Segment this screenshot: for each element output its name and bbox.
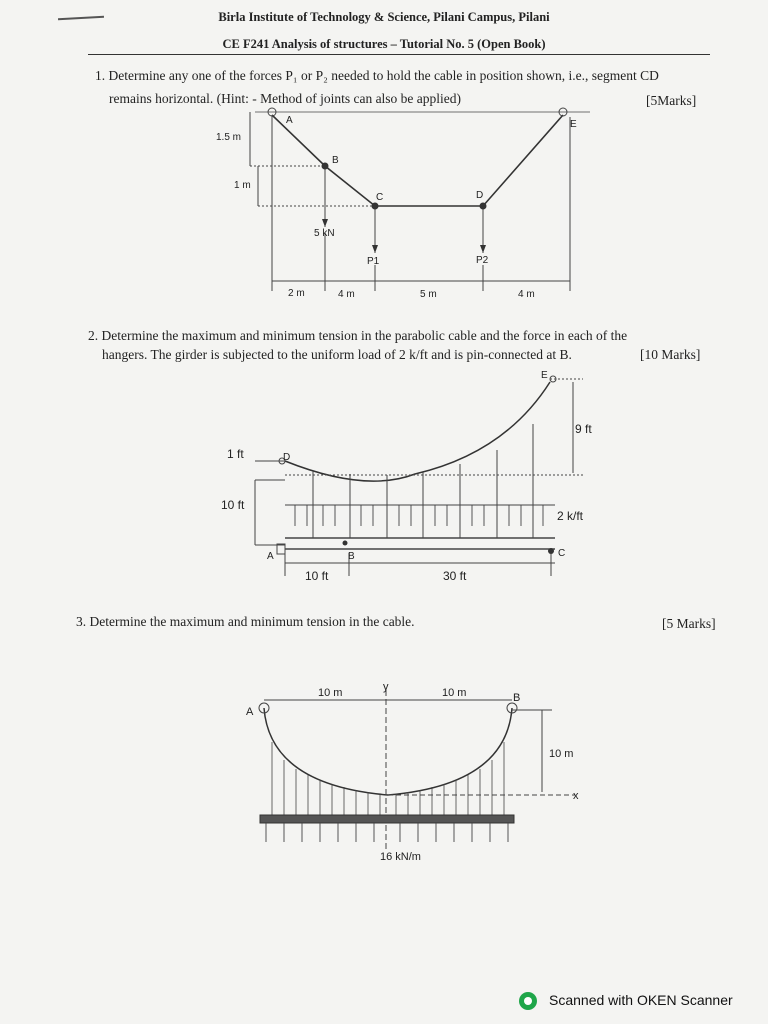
scanner-logo-icon bbox=[519, 992, 537, 1010]
q3-marks: [5 Marks] bbox=[662, 616, 716, 631]
q1-line1: Determine any one of the forces P₁ or P₂ needed to hold the cable in position shown, i.e., segment CD bbox=[108, 68, 659, 83]
q2-marks: [10 Marks] bbox=[640, 347, 701, 362]
q1-text bbox=[95, 68, 659, 84]
q3-axis-x: x bbox=[573, 790, 579, 802]
q1-load-5kn: 5 kN bbox=[314, 228, 335, 239]
q1-figure bbox=[200, 105, 590, 305]
q1-dim-d4: 4 m bbox=[518, 289, 535, 300]
q2-figure bbox=[215, 368, 615, 583]
q2-dim-10ft: 10 ft bbox=[221, 498, 245, 512]
q1-label-p2: P2 bbox=[476, 255, 489, 266]
q2-dim-30ft-span: 30 ft bbox=[443, 569, 467, 583]
course-title: CE F241 Analysis of structures – Tutorial No. 5 (Open Book) bbox=[222, 37, 546, 51]
q3-figure bbox=[240, 680, 590, 865]
q1-label-d: D bbox=[476, 190, 484, 201]
q1-label-e: E bbox=[570, 119, 577, 130]
q2-label-b: B bbox=[348, 551, 355, 562]
q3-dim-left: 10 m bbox=[318, 687, 343, 699]
q1-line2: remains horizontal. (Hint: - Method of joints can also be applied) bbox=[109, 91, 462, 106]
q1-marks: [5Marks] bbox=[646, 93, 697, 108]
q2-dim-1ft: 1 ft bbox=[227, 447, 244, 461]
q2-dim-9ft: 9 ft bbox=[575, 422, 592, 436]
q1-dim-h1: 1.5 m bbox=[216, 132, 242, 143]
q3-label-b: B bbox=[513, 692, 521, 704]
q3-label-a: A bbox=[246, 706, 254, 718]
q2-label-a: A bbox=[267, 551, 274, 562]
q2-load: 2 k/ft bbox=[557, 509, 584, 523]
q1-label-a: A bbox=[286, 115, 293, 126]
q1-label-p1: P1 bbox=[367, 256, 380, 267]
q1-dim-h2: 1 m bbox=[234, 180, 251, 191]
header-divider bbox=[88, 54, 710, 55]
scanner-watermark: Scanned with OKEN Scanner bbox=[549, 992, 733, 1008]
q1-dim-d2: 4 m bbox=[338, 289, 355, 300]
q3-dim-right: 10 m bbox=[442, 687, 467, 699]
q2-label-e: E bbox=[541, 370, 548, 381]
q2-line1: 2. Determine the maximum and minimum tension in the parabolic cable and the force in each of the bbox=[88, 328, 628, 343]
q1-dim-d3: 5 m bbox=[420, 289, 437, 300]
institute-title: Birla Institute of Technology & Science, Pilani Campus, Pilani bbox=[218, 10, 550, 24]
q1-dim-d1: 2 m bbox=[288, 288, 305, 299]
q2-label-c: C bbox=[558, 548, 566, 559]
q2-label-d: D bbox=[283, 452, 291, 463]
q3-line: 3. Determine the maximum and minimum tension in the cable. bbox=[76, 614, 415, 629]
q1-label-c: C bbox=[376, 192, 384, 203]
q2-line2: hangers. The girder is subjected to the uniform load of 2 k/ft and is pin-connected at B. bbox=[102, 347, 572, 362]
q2-dim-10ft-span: 10 ft bbox=[305, 569, 329, 583]
q1-label-b: B bbox=[332, 155, 339, 166]
q1-number: 1. bbox=[95, 68, 106, 83]
q3-dim-sag: 10 m bbox=[549, 748, 574, 760]
q3-axis-y: y bbox=[383, 681, 389, 693]
q3-load: 16 kN/m bbox=[380, 851, 421, 863]
